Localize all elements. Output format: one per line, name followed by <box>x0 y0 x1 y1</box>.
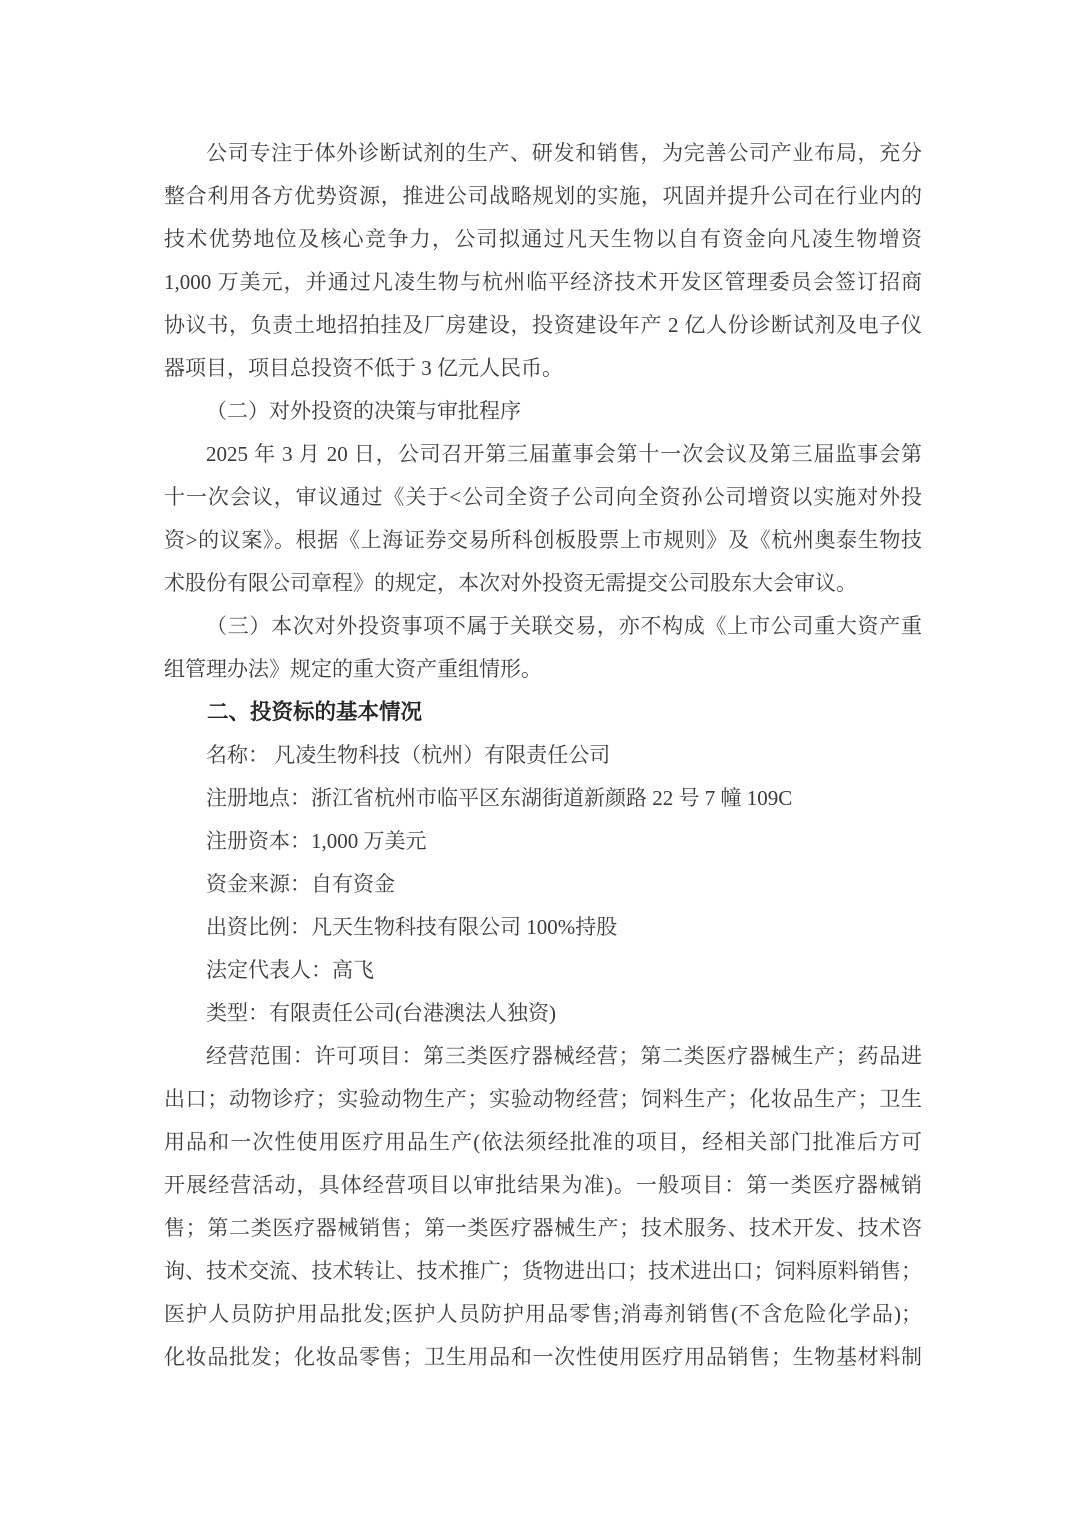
text-line: 技术优势地位及核心竞争力，公司拟通过凡天生物以自有资金向凡凌生物增资 <box>164 227 922 251</box>
document-body <box>164 132 922 1379</box>
text-line: 法定代表人：高飞 <box>206 958 374 982</box>
text-line: 术股份有限公司章程》的规定，本次对外投资无需提交公司股东大会审议。 <box>164 571 857 595</box>
section-heading: 二、投资标的基本情况 <box>207 700 423 724</box>
text-line: （三）本次对外投资事项不属于关联交易，亦不构成《上市公司重大资产重 <box>206 614 922 638</box>
text-line: 化妆品批发；化妆品零售；卫生用品和一次性使用医疗用品销售；生物基材料制 <box>164 1345 922 1369</box>
text-line: 出资比例：凡天生物科技有限公司 100%持股 <box>206 915 618 939</box>
text-line: 资>的议案》。根据《上海证券交易所科创板股票上市规则》及《杭州奥泰生物技 <box>164 528 922 552</box>
text-line: 出口；动物诊疗；实验动物生产；实验动物经营；饲料生产；化妆品生产；卫生 <box>164 1087 922 1111</box>
text-line: 整合利用各方优势资源，推进公司战略规划的实施，巩固并提升公司在行业内的 <box>164 184 922 208</box>
text-line: 售；第二类医疗器械销售；第一类医疗器械生产；技术服务、技术开发、技术咨 <box>164 1216 922 1240</box>
text-line: 类型：有限责任公司(台港澳法人独资) <box>206 1001 556 1025</box>
text-line: 器项目，项目总投资不低于 3 亿元人民币。 <box>164 356 563 380</box>
text-line: 十一次会议，审议通过《关于<公司全资子公司向全资孙公司增资以实施对外投 <box>164 485 922 509</box>
text-line: 注册地点：浙江省杭州市临平区东湖街道新颜路 22 号 7 幢 109C <box>206 786 793 810</box>
text-line: 名称： 凡凌生物科技（杭州）有限责任公司 <box>206 743 611 767</box>
text-line: 医护人员防护用品批发;医护人员防护用品零售;消毒剂销售(不含危险化学品)； <box>164 1302 922 1326</box>
text-line: 询、技术交流、技术转让、技术推广；货物进出口；技术进出口；饲料原料销售； <box>164 1259 922 1283</box>
text-line: 用品和一次性使用医疗用品生产(依法须经批准的项目，经相关部门批准后方可 <box>164 1130 922 1154</box>
text-line: 公司专注于体外诊断试剂的生产、研发和销售，为完善公司产业布局，充分 <box>206 141 922 165</box>
text-line: 开展经营活动，具体经营项目以审批结果为准)。一般项目：第一类医疗器械销 <box>164 1173 922 1197</box>
text-line: 经营范围：许可项目：第三类医疗器械经营；第二类医疗器械生产；药品进 <box>206 1044 922 1068</box>
text-line: 2025 年 3 月 20 日，公司召开第三届董事会第十一次会议及第三届监事会第 <box>206 442 922 466</box>
text-line: （二）对外投资的决策与审批程序 <box>206 399 521 423</box>
text-line: 1,000 万美元，并通过凡凌生物与杭州临平经济技术开发区管理委员会签订招商 <box>164 270 922 294</box>
text-line: 注册资本：1,000 万美元 <box>206 829 427 853</box>
text-line: 组管理办法》规定的重大资产重组情形。 <box>164 657 542 681</box>
text-line: 资金来源：自有资金 <box>206 872 395 896</box>
text-line: 协议书，负责土地招拍挂及厂房建设，投资建设年产 2 亿人份诊断试剂及电子仪 <box>164 313 922 337</box>
